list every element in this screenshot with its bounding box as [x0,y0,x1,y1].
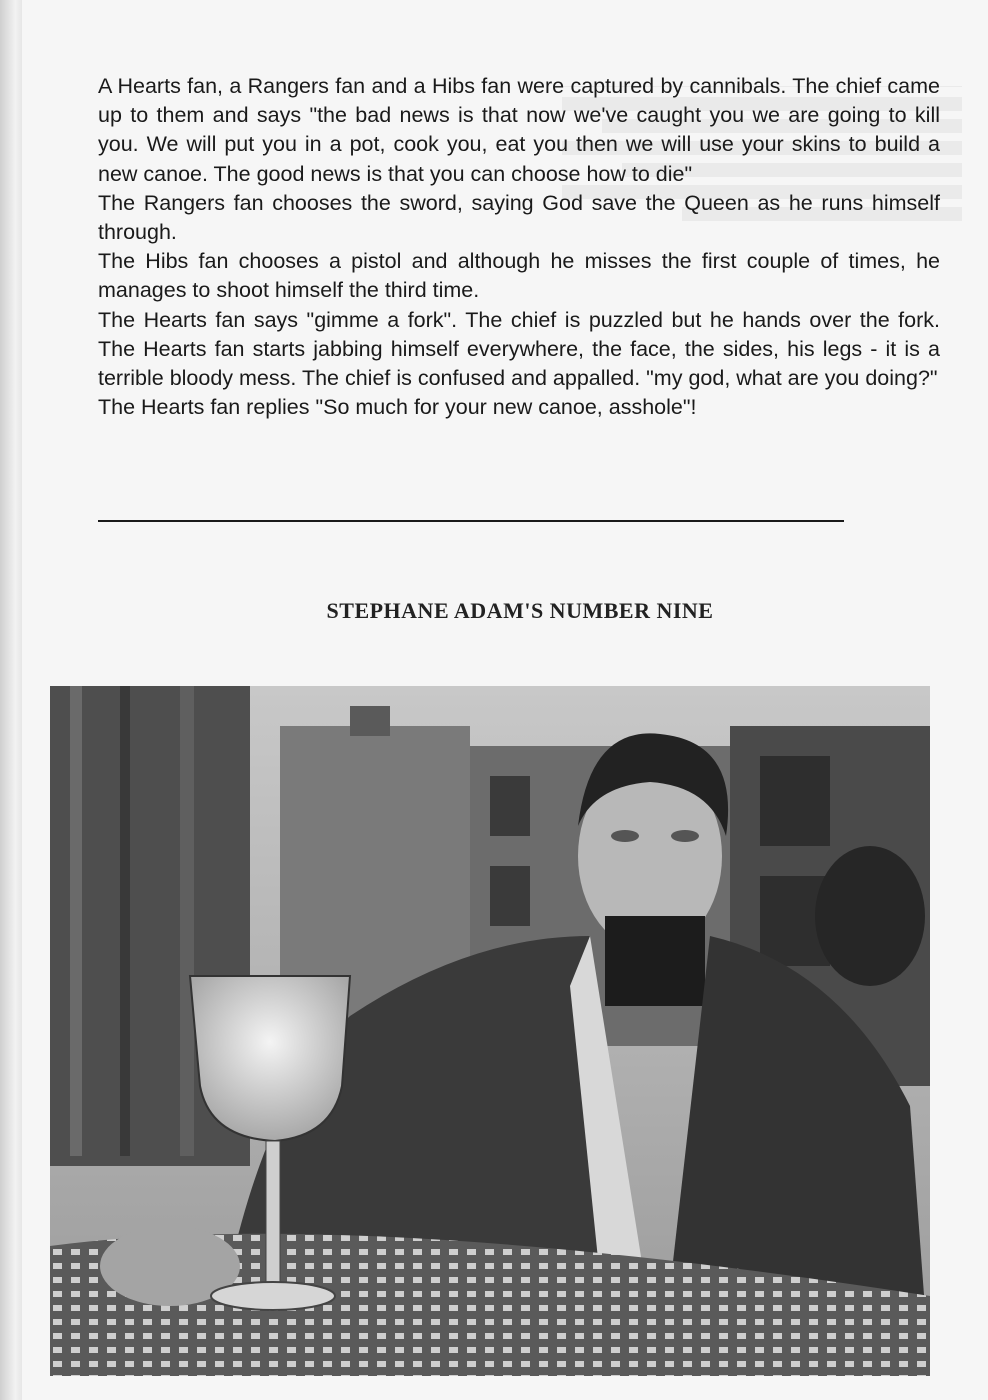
photo-heading: STEPHANE ADAM'S NUMBER NINE [326,598,714,623]
paragraph-hearts: The Hearts fan says "gimme a fork". The chief is puzzled but he hands over the fork. The Hearts fan starts jabbing himself everywhere, the face, the sides, his legs - it is a terrible bloody mess. The chief is confused and appalled. "my god, what are you doing?" [98,307,940,391]
page-spine [0,0,23,1400]
paragraph-rangers: The Rangers fan chooses the sword, saying God save the Queen as he runs himself through. [98,190,940,245]
paragraph-intro: A Hearts fan, a Rangers fan and a Hibs fan were captured by cannibals. The chief came up to them and says "the bad news is that now we've caught you we are going to kill you. We will put you in a pot, cook you, eat you then we will use your skins to build a new canoe. The good news is that you can choose how to die" [98,74,940,186]
section-divider [98,520,844,522]
paragraph-punchline: The Hearts fan replies "So much for your new canoe, asshole"! [98,395,697,420]
paragraph-hibs: The Hibs fan chooses a pistol and although he misses the first couple of times, he manages to shoot himself the third time. [98,249,940,303]
joke-article [98,72,940,422]
portrait-photo [50,686,930,1376]
